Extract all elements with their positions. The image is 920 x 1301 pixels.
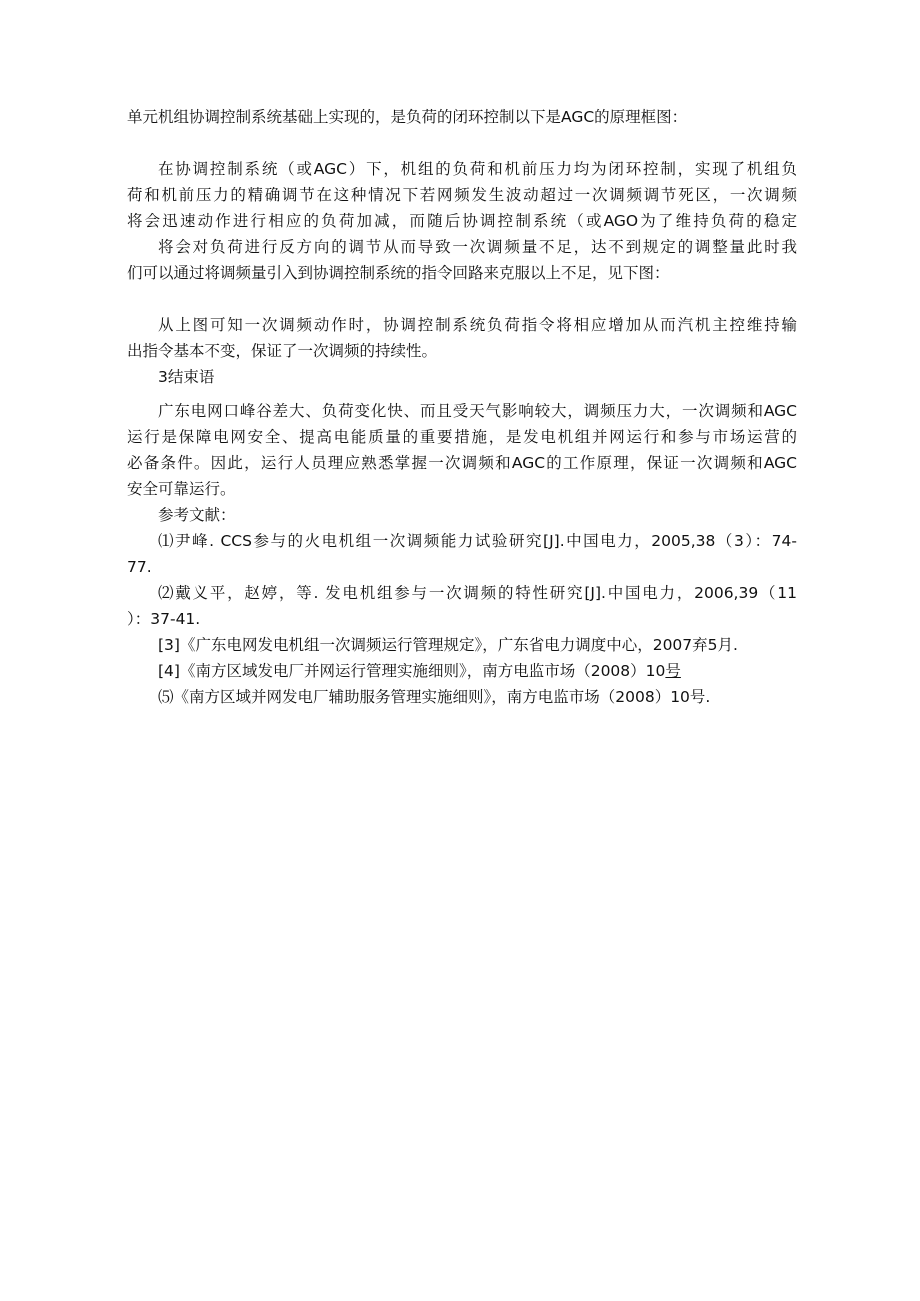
reference-underlined-text: 号 (665, 662, 681, 680)
spacer (127, 286, 797, 312)
paragraph-line: 单元机组协调控制系统基础上实现的，是负荷的闭环控制以下是AGC的原理框图： (127, 108, 688, 126)
paragraph-line: 出指令基本不变，保证了一次调频的持续性。 (127, 342, 438, 360)
reference-item (127, 658, 797, 684)
reference-item: ⑵戴义平，赵婷，等. 发电机组参与一次调频的特性研究[J].中国电力，2006,39（11 (158, 584, 797, 602)
references-heading: 参考文献： (158, 506, 236, 524)
document-page (127, 104, 797, 710)
reference-item: [3]《广东电网发电机组一次调频运行管理规定》，广东省电力调度中心，2007弃5月. (158, 636, 738, 654)
paragraph-line: 们可以通过将调频量引入到协调控制系统的指令回路来克服以上不足，见下图： (127, 264, 670, 282)
paragraph-line: 将会迅速动作进行相应的负荷加减，而随后协调控制系统（或AGO为了维持负荷的稳定 (127, 212, 797, 230)
paragraph-line: 广东电网口峰谷差大、负荷变化快、而且受天气影响较大，调频压力大，一次调频和AGC (158, 402, 797, 420)
section-heading: 3结束语 (158, 368, 215, 386)
paragraph-line: 运行是保障电网安全、提高电能质量的重要措施，是发电机组并网运行和参与市场运营的 (127, 428, 797, 446)
paragraph-line: 荷和机前压力的精确调节在这种情况下若网频发生波动超过一次调频调节死区，一次调频 (127, 186, 797, 204)
paragraph-line: 将会对负荷进行反方向的调节从而导致一次调频量不足，达不到规定的调整量此时我 (158, 238, 797, 256)
paragraph-line: 在协调控制系统（或AGC）下，机组的负荷和机前压力均为闭环控制，实现了机组负 (158, 160, 797, 178)
spacer (127, 130, 797, 156)
paragraph-line: 安全可靠运行。 (127, 480, 236, 498)
reference-item: ⑸《南方区域并网发电厂辅助服务管理实施细则》，南方电监市场（2008）10号. (158, 688, 711, 706)
reference-text: [4]《南方区域发电厂并网运行管理实施细则》，南方电监市场（2008）10 (158, 662, 666, 680)
paragraph-line: 从上图可知一次调频动作时，协调控制系统负荷指令将相应增加从而汽机主控维持输 (158, 316, 797, 334)
spacer (127, 390, 797, 398)
paragraph-line: 必备条件。因此，运行人员理应熟悉掌握一次调频和AGC的工作原理，保证一次调频和AGC (127, 454, 797, 472)
reference-item: 77. (127, 558, 152, 576)
reference-item: ⑴尹峰. CCS参与的火电机组一次调频能力试验研究[J].中国电力，2005,38（3）：74- (158, 532, 797, 550)
reference-item: ）：37-41. (127, 610, 201, 628)
